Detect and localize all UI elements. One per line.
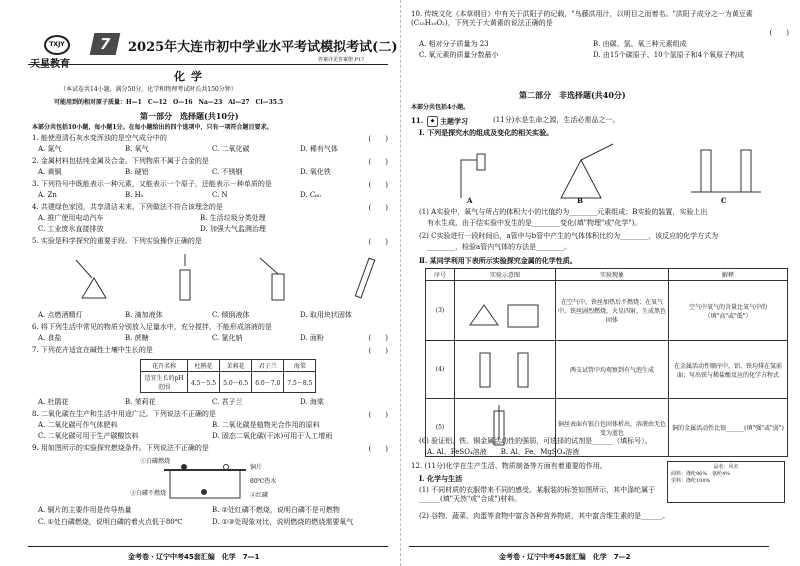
- answer-paren: ( ): [368, 135, 388, 143]
- exp-no: (4): [426, 341, 455, 399]
- q3-opt-a: A. Zn: [38, 191, 57, 199]
- red-phosphorus-icon: [224, 465, 229, 470]
- q6-opt-a: A. 食盐: [38, 334, 62, 342]
- q9-stem: 9. 用如图所示的实验探究燃烧条件。下列说法不正确的是: [32, 444, 209, 452]
- ph-header: 花卉名称: [141, 360, 188, 372]
- exp-no: (5): [426, 399, 455, 457]
- q5-opt-d: D. 取用块状固体: [300, 311, 352, 319]
- q11-sub2: (2) C实验进行一段时间后，a管中与b管中产生的气体体积比约为________，该反应的化学方式为: [419, 232, 719, 240]
- q4-stem: 4. 共建绿色家园，共享清洁未来。下列做法不符合该理念的是: [32, 203, 223, 211]
- answer-paren: ( ): [368, 238, 388, 246]
- ph-value: 4.5～5.5: [188, 372, 220, 393]
- q5-lab-figures: [32, 248, 392, 310]
- ph-header: 海棠: [284, 360, 316, 372]
- exam-instructions: （本试卷共14小题，满分50分。化学和物理考试时长共150分钟）: [60, 86, 237, 93]
- flask-icon: [561, 160, 601, 198]
- ph-value: 7.5～8.5: [284, 372, 316, 393]
- test-tube-icon: [480, 353, 490, 387]
- q11-sub1b: 有水生成，由于结实验中发生的是________变化(填"物理"或"化学")。: [427, 219, 642, 227]
- atomic-masses: 可能用到的相对原子质量：H—1 C—12 O—16 Na—23 Al—27 Cl—35.5: [54, 99, 284, 106]
- tilted-tube-icon: [355, 258, 374, 298]
- delivery-tube-icon: [581, 144, 613, 160]
- q12-sub2: (2) 谷物、蔬菜、肉蛋等食物中富含各种营养物质，其中富含维生素的是______。: [419, 512, 670, 520]
- q11-text: (11分)水是生命之源，生活必需品之一。: [493, 116, 620, 124]
- q2-opt-b: B. 硬铝: [125, 168, 149, 176]
- exp-phenomenon: 两支试管中均观察到有气泡生成: [556, 341, 669, 399]
- q9-opt-c: C. ①处白磷燃烧，说明白磷的着火点低于80℃: [38, 518, 183, 526]
- q10-opt-c: C. 氧元素的质量分数最小: [419, 51, 499, 59]
- q8-opt-a: A. 二氧化碳可作气体肥料: [38, 421, 118, 429]
- fig-label-c: C: [721, 196, 727, 205]
- q3-opt-c: C. N: [212, 191, 228, 199]
- q11-badge: 主题学习: [440, 116, 468, 126]
- match-icon: [76, 260, 92, 278]
- exp-no: (3): [426, 281, 455, 341]
- q4-opt-c: C. 工业废水直接排放: [38, 225, 104, 233]
- answer-paren: ( ): [368, 334, 388, 342]
- q11-part-i: Ⅰ. 下列是探究水的组成及变化的相关实验。: [419, 128, 554, 137]
- q8-opt-d: D. 固态二氧化碳(干冰)可用于人工增雨: [212, 432, 333, 440]
- q7-opt-a: A. 杜鹃花: [38, 398, 69, 406]
- q1-opt-d: D. 稀有气体: [300, 145, 338, 153]
- q12-sub1: (1) 不同材质的衣服带来不同的感受。某服装的标签如图所示，其中涤纶属于______(填"天然"或"合成")材料。: [419, 486, 656, 503]
- q10-stem: 10. 传统文化《本草纲目》中有关于洪阳子的记载，"鸟藤洪用汁，以明目之而着名。"洪阳子成分之一为黄豆素(C₁₅H₁₀O₂)，下列关于大黄素的说法正确的是: [411, 10, 753, 27]
- q4-opt-b: B. 生活垃圾分类处理: [200, 214, 266, 222]
- ph-row-label: 适宜生长的pH范围: [141, 372, 188, 393]
- q8-opt-c: C. 二氧化碳可用于生产碳酸饮料: [38, 432, 139, 440]
- label-fabric: 面料：涤纶96% 氨纶4%: [671, 471, 731, 477]
- q10-opt-a: A. 相对分子质量为 23: [419, 40, 489, 48]
- answer-paren: ( ): [368, 158, 388, 166]
- q7-stem: 7. 下列花卉适宜在碱性土壤中生长的是: [32, 346, 153, 354]
- q12-stem: 12. (11分)化学在生产生活、物质制备等方面有着重要的作用。: [411, 462, 607, 470]
- ph-header: 君子兰: [252, 360, 284, 372]
- exam-title: 2025年大连市初中学业水平考试模拟考试(二): [128, 40, 398, 55]
- fig-label-b: B: [577, 196, 583, 205]
- q5-opt-a: A. 点燃酒精灯: [38, 311, 83, 319]
- header-divider: [28, 64, 388, 65]
- fig9-label-3: 80℃热水: [250, 478, 277, 485]
- q1-opt-b: B. 氧气: [125, 145, 149, 153]
- q11-sub2b: ________，检验a管内气体的方法是________。: [427, 243, 572, 251]
- q5-stem: 5. 实验是科学探究的重要手段。下列实验操作正确的是: [32, 237, 202, 245]
- q11-number: 11.: [411, 116, 424, 125]
- test-tube-icon: [518, 353, 528, 387]
- paper-number-badge: 7: [90, 33, 121, 55]
- exp-header: 解释: [669, 269, 788, 281]
- brand-logo: TXJY: [44, 35, 70, 55]
- exp-header: 实验示意图: [455, 269, 556, 281]
- gas-bottle-icon: [508, 305, 538, 327]
- q4-opt-d: D. 加强大气监测治理: [200, 225, 266, 233]
- brand-name: 天星教育: [30, 59, 70, 70]
- ph-table: [140, 359, 316, 393]
- answer-paren: ( ): [368, 445, 388, 453]
- footer-divider: [28, 546, 388, 547]
- exp-explain: 在金属活动性顺序中，铝、铁均排在氢前面；写出铁与稀盐酸反应的化学方程式: [669, 341, 788, 399]
- ph-header: 茉莉花: [220, 360, 252, 372]
- q6-opt-b: B. 蔗糖: [125, 334, 149, 342]
- beaker-icon: [272, 274, 284, 300]
- q9-opt-d: D. ①③处现象对比，说明燃烧的燃烧需要氧气: [212, 518, 354, 526]
- exp-figure: [455, 341, 556, 399]
- footer-right: 金考卷・辽宁中考45套汇编 化学 7—2: [499, 553, 631, 561]
- exp-header: 序号: [426, 269, 455, 281]
- q2-opt-d: D. 氧化铁: [300, 168, 331, 176]
- fig-label-a: A: [467, 196, 473, 205]
- q11-sub6: (6) 验证铝、铁、铜金属活动性的强弱，可选择的试剂是______（填标号）。: [419, 437, 652, 445]
- ph-value: 6.0～7.0: [252, 372, 284, 393]
- fig9-label-4: ③白磷不燃烧: [130, 490, 167, 497]
- right-page: [400, 0, 800, 566]
- metal-experiment-table: [425, 268, 788, 457]
- q3-opt-d: D. C₆₀: [300, 191, 321, 199]
- iron-wire-figure: [460, 285, 550, 335]
- q8-opt-b: B. 二氧化碳是植物光合作用的原料: [212, 421, 320, 429]
- fig9-label-1: ①白磷燃烧: [140, 458, 171, 465]
- submerged-phosphorus-icon: [202, 490, 207, 495]
- q6-opt-d: D. 面粉: [300, 334, 324, 342]
- answer-paren: ( ): [769, 29, 789, 37]
- q7-opt-b: B. 茉莉花: [125, 398, 156, 406]
- clothing-label-card: [667, 461, 785, 503]
- q10-opt-b: B. 由碳、氢、氧三种元素组成: [593, 40, 687, 48]
- q6-stem: 6. 将下列生活中常见的物质分别放入足量水中，充分搅拌，不能形成溶液的是: [32, 323, 272, 331]
- part1-desc: 本部分共包括10小题，每小题1分。在每小题给出的四个选项中，只有一项符合题目要求。: [32, 124, 273, 131]
- exp-header: 实验现象: [556, 269, 669, 281]
- q1-stem: 1. 能使澄清石灰水变浑浊的是空气成分中的: [32, 134, 167, 142]
- answer-paren: ( ): [368, 181, 388, 189]
- q1-opt-c: C. 二氧化碳: [212, 145, 250, 153]
- ph-value: 5.0～6.5: [220, 372, 252, 393]
- q9-opt-b: B. ②处红磷不燃烧，说明白磷不是可燃物: [212, 506, 340, 514]
- exp-phenomenon: 铜丝表面有银白色固体析出，溶液由无色变为蓝色: [556, 399, 669, 457]
- answer-paren: ( ): [368, 347, 388, 355]
- topic-icon: ◆: [427, 116, 438, 127]
- q2-opt-c: C. 不锈钢: [212, 168, 243, 176]
- q8-stem: 8. 二氧化碳在生产和生活中用途广泛。下列说法不正确的是: [32, 410, 216, 418]
- q7-opt-c: C. 君子兰: [212, 398, 243, 406]
- q11-part-ii: Ⅱ. 某同学利用下表所示实验探究金属的化学性质。: [419, 256, 577, 265]
- alcohol-lamp-icon: [82, 278, 106, 298]
- part2-title: 第二部分 非选择题(共40分): [519, 90, 626, 100]
- label-lining: 里料：涤纶100%: [671, 478, 711, 484]
- beaker-icon: [477, 154, 485, 170]
- q3-opt-b: B. H₂: [125, 191, 144, 199]
- label-name: 品名：风衣: [713, 464, 739, 470]
- q11-sub1: (1) A实验中，氧气与所占的体积大小的比值约为________元素组成；B实验的装置，实验上出: [419, 208, 708, 216]
- exp-phenomenon: 在空气中，铁丝加热后不燃烧；在氧气中，铁丝剧烈燃烧，火星四射，生成黑色固体: [556, 281, 669, 341]
- test-tube-icon: [180, 270, 190, 300]
- q5-opt-c: C. 倾倒液体: [212, 311, 250, 319]
- q12-part-i: Ⅰ. 化学与生活: [419, 474, 463, 483]
- part2-desc: 本部分共包括4小题。: [411, 104, 470, 111]
- q2-stem: 2. 金属材料包括纯金属及合金。下列物质不属于合金的是: [32, 157, 209, 165]
- metal-acid-figure: [460, 345, 550, 393]
- q10-opt-d: D. 由15个碳原子、10个氢原子和4个氧原子构成: [593, 51, 745, 59]
- exp-explain: 空气中氧气的含量比氧气中的（填"高"或"低"）: [669, 281, 788, 341]
- white-phosphorus-icon: [182, 465, 187, 470]
- q11-badge-wrap: [427, 116, 468, 127]
- ph-header: 杜鹃花: [188, 360, 220, 372]
- alcohol-lamp-icon: [470, 305, 498, 325]
- subject-title: 化学: [174, 70, 208, 83]
- answer-paren: ( ): [368, 411, 388, 419]
- fig9-label-5: ②红磷: [250, 492, 269, 499]
- exp-figure: [455, 281, 556, 341]
- answer-paren: ( ): [368, 204, 388, 212]
- q11-sub6-opts: A. Al、FeSO₄溶液 B. Al、Fe、MgSO₄溶液: [427, 448, 580, 456]
- part1-title: 第一部分 选择题(共10分): [140, 111, 239, 121]
- fig9-label-2: 铜片: [250, 464, 263, 471]
- q5-opt-b: B. 滴加液体: [125, 311, 163, 319]
- footer-left: 金考卷・辽宁中考45套汇编 化学 7—1: [128, 553, 260, 561]
- q7-opt-d: D. 海棠: [300, 398, 324, 406]
- answer-reference: 答案详见答案册 P17: [318, 57, 365, 63]
- q9-opt-a: A. 铜片的主要作用是传导热量: [38, 506, 132, 514]
- exp-explain: 铜的金属活动性比银______(填"强"或"弱"): [669, 399, 788, 457]
- q3-stem: 3. 下列符号中既能表示一种元素，又能表示一个原子，还能表示一种单质的是: [32, 180, 272, 188]
- q6-opt-c: C. 氯化钠: [212, 334, 243, 342]
- flame-jet-icon: [461, 160, 477, 198]
- q1-opt-a: A. 氮气: [38, 145, 62, 153]
- footer-divider: [409, 546, 769, 547]
- q4-opt-a: A. 推广使用电动汽车: [38, 214, 104, 222]
- reagent-bottle-icon: [260, 258, 278, 274]
- q2-opt-a: A. 黄铜: [38, 168, 62, 176]
- electrolysis-tube-b-icon: [741, 150, 751, 192]
- water-experiments-figure: [441, 140, 781, 204]
- electrolysis-tube-a-icon: [701, 150, 711, 192]
